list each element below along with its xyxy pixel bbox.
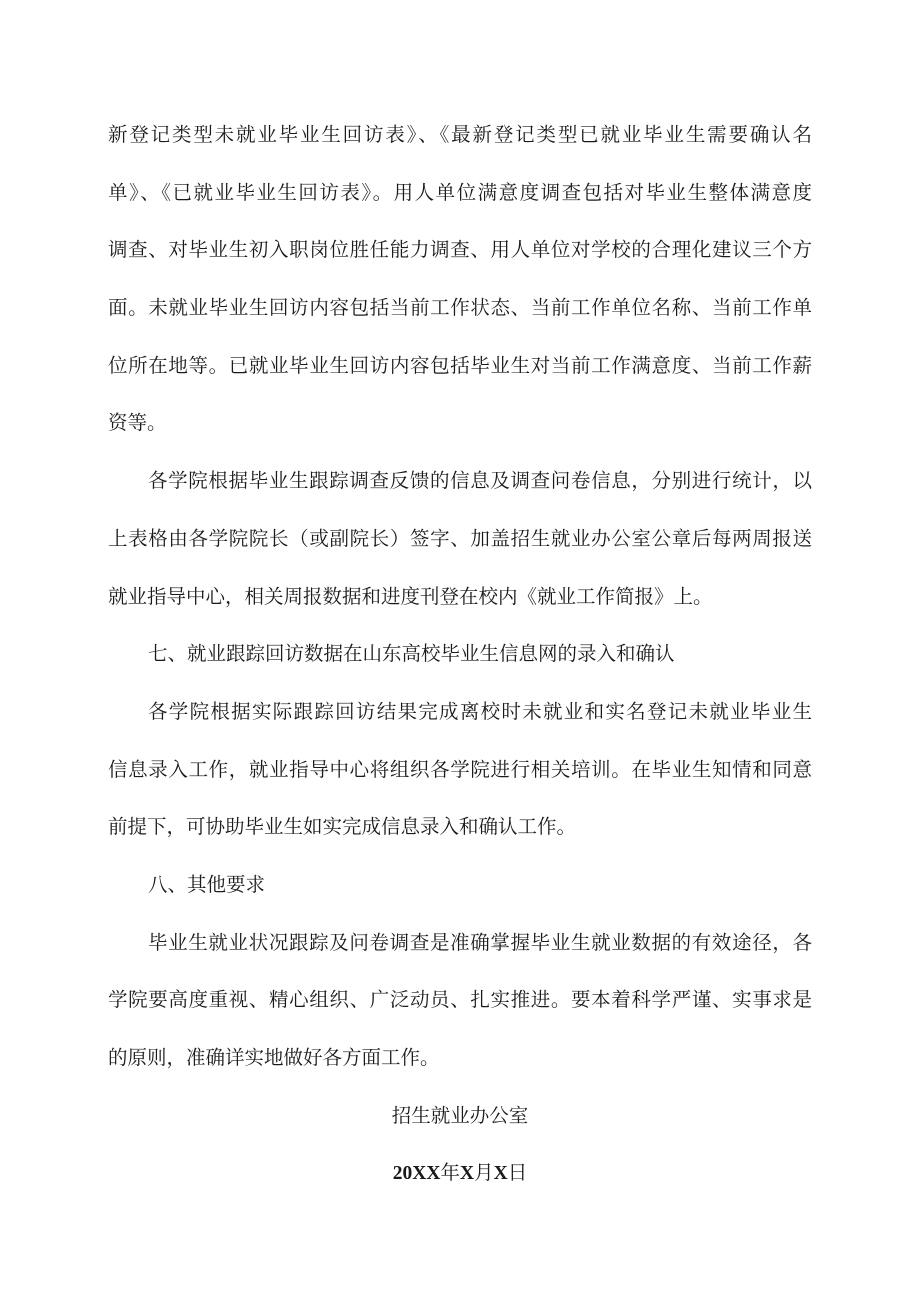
paragraph-line: 资等。 — [108, 411, 167, 435]
section-heading: 七、就业跟踪回访数据在山东高校毕业生信息网的录入和确认 — [148, 642, 675, 666]
paragraph-line: 各学院根据实际跟踪回访结果完成离校时未就业和实名登记未就业毕业生 — [148, 699, 812, 723]
section-heading: 八、其他要求 — [148, 872, 266, 896]
document-page — [108, 120, 812, 1216]
date-month-unit: 月 — [474, 1161, 494, 1185]
signature-date — [108, 1158, 812, 1187]
date-day-unit: 日 — [507, 1161, 528, 1185]
signature-office: 招生就业办公室 — [391, 1103, 529, 1127]
paragraph-line: 就业指导中心，相关周报数据和进度刊登在校内《就业工作简报》上。 — [108, 584, 713, 608]
paragraph-line: 前提下，可协助毕业生如实完成信息录入和确认工作。 — [108, 815, 577, 839]
date-day: X — [493, 1163, 508, 1185]
paragraph-line: 毕业生就业状况跟踪及问卷调查是准确掌握毕业生就业数据的有效途径，各 — [148, 930, 812, 954]
paragraph-line: 面。未就业毕业生回访内容包括当前工作状态、当前工作单位名称、当前工作单 — [108, 296, 812, 320]
paragraph-line: 学院要高度重视、精心组织、广泛动员、扎实推进。要本着科学严谨、实事求是 — [108, 988, 812, 1012]
paragraph-line: 位所在地等。已就业毕业生回访内容包括毕业生对当前工作满意度、当前工作薪 — [108, 353, 812, 377]
paragraph-line: 调查、对毕业生初入职岗位胜任能力调查、用人单位对学校的合理化建议三个方 — [108, 238, 812, 262]
date-year-unit: 年 — [440, 1161, 460, 1185]
paragraph-line: 单》、《已就业毕业生回访表》。用人单位满意度调查包括对毕业生整体满意度 — [108, 180, 812, 204]
paragraph-line: 上表格由各学院院长（或副院长）签字、加盖招生就业办公室公章后每两周报送 — [108, 526, 812, 550]
paragraph-line: 信息录入工作，就业指导中心将组织各学院进行相关培训。在毕业生知情和同意 — [108, 757, 812, 781]
paragraph-line: 各学院根据毕业生跟踪调查反馈的信息及调查问卷信息，分别进行统计，以 — [148, 469, 812, 493]
date-year: 20XX — [392, 1163, 441, 1185]
paragraph-line: 的原则，准确详实地做好各方面工作。 — [108, 1046, 440, 1069]
paragraph-line: 新登记类型未就业毕业生回访表》、《最新登记类型已就业毕业生需要确认名 — [108, 123, 812, 146]
date-month: X — [459, 1163, 475, 1185]
